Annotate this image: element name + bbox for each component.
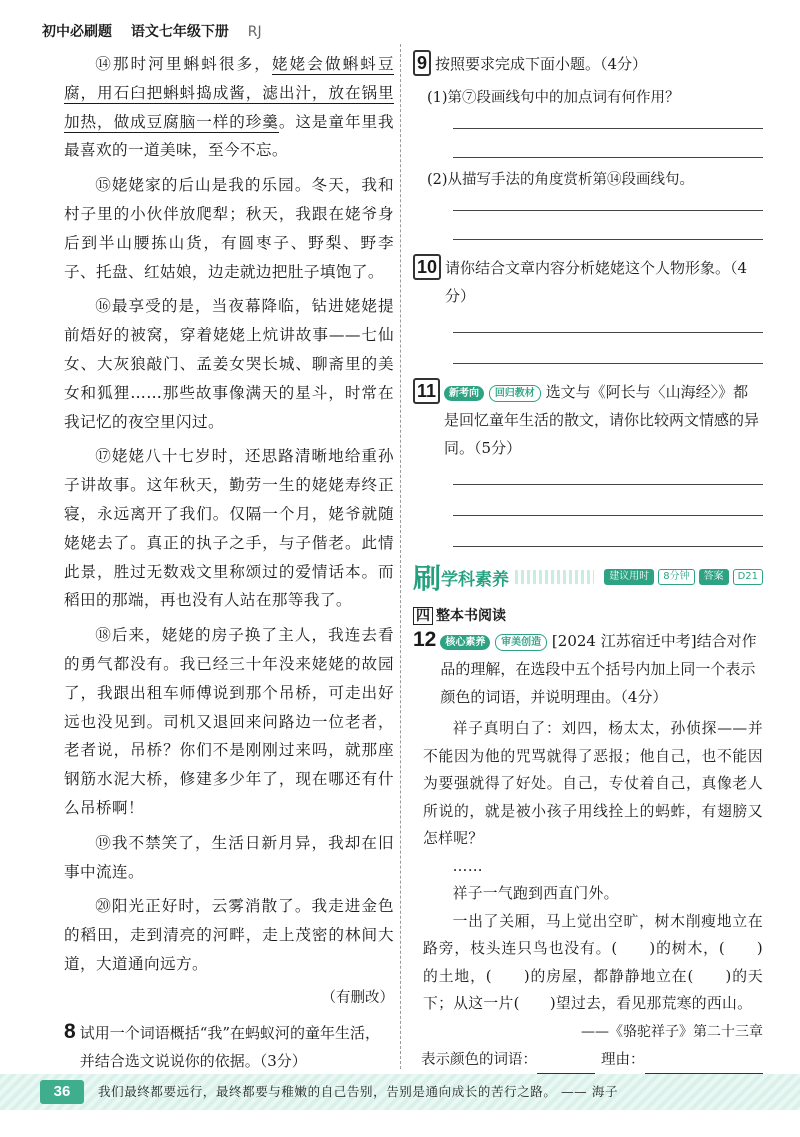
- question-text: 新考向 回归教材 选文与《阿长与〈山海经〉》都是回忆童年生活的散文，请你比较两文情感的异同。（5分）: [444, 383, 760, 457]
- color-word-blank[interactable]: [537, 1054, 595, 1074]
- aesthetic-badge: 审美创造: [495, 634, 547, 651]
- time-value: 8分钟: [658, 569, 694, 585]
- excerpt-paragraph-3: 一出了关厢，马上觉出空旷，树木削瘦地立在路旁，枝头连只鸟也没有。( )的树木，( )的土地，( )的房屋，都静静地立在( )的天下；从这一片( )望过去，看见那荒寒的西山。: [423, 912, 763, 1012]
- question-10: [413, 254, 763, 310]
- answer-line[interactable]: [453, 363, 763, 364]
- reason-label: 理由：: [601, 1051, 645, 1068]
- sub-question-2: (2)从描写手法的角度赏析第⑭段画线句。: [427, 172, 695, 188]
- right-column: [413, 50, 763, 1105]
- page-number: 36: [40, 1080, 84, 1104]
- section-title: 整本书阅读: [436, 608, 506, 624]
- question-number: 9: [413, 50, 431, 76]
- edition-label: RJ: [247, 24, 262, 40]
- answer-row: [413, 1046, 763, 1074]
- reason-blank[interactable]: [645, 1054, 764, 1074]
- section-heading: [413, 605, 763, 625]
- banner-title: 学科素养: [441, 569, 510, 590]
- question-number: 11: [413, 378, 440, 404]
- page-header: [42, 18, 382, 46]
- question-11: [413, 378, 763, 462]
- answer-line[interactable]: [453, 239, 763, 240]
- book-title: 语文七年级下册: [130, 24, 229, 40]
- excerpt-ellipsis: ……: [452, 857, 483, 875]
- color-word-label: 表示颜色的词语：: [421, 1051, 537, 1068]
- question-number: 10: [413, 254, 441, 280]
- paragraph-14: ⑭那时河里蝌蚪很多，姥姥会做蝌蚪豆腐，用石臼把蝌蚪捣成酱，滤出汁，放在锅里加热，做成豆腐脑一样的珍羹。这是童年里我最喜欢的一道美味，至今不忘。: [64, 55, 394, 160]
- question-number: 12: [413, 628, 437, 651]
- new-trend-badge: 新考向: [444, 386, 484, 401]
- brush-icon: 刷: [413, 562, 442, 595]
- question-12: [413, 627, 763, 711]
- question-9: [413, 50, 763, 78]
- question-text: 试用一个词语概括“我”在蚂蚁河的童年生活，并结合选文说说你的依据。（3分）: [79, 1023, 381, 1070]
- page-footer: [0, 1074, 800, 1110]
- question-8: [64, 1019, 394, 1075]
- paragraph-20: ⑳阳光正好时，云雾消散了。我走进金色的稻田，走到清亮的河畔，走上茂密的林间大道，大道通向远方。: [64, 897, 394, 973]
- core-literacy-badge: 核心素养: [440, 635, 490, 650]
- excerpt-source: ——《骆驼祥子》第二十三章: [581, 1023, 763, 1040]
- subject-literacy-banner: [413, 557, 763, 597]
- question-text: 请你结合文章内容分析姥姥这个人物形象。（4分）: [445, 259, 748, 305]
- excerpt-paragraph-1: 祥子真明白了：刘四，杨太太，孙侦探——并不能因为他的咒骂就得了恶报；他自己，也不能因为要强就得了好处。自己，专仗着自己，真像老人所说的，就是被小孩子用线拴上的蚂蚱，有翅膀又怎样呢？: [423, 720, 763, 847]
- underlined-sentence: 姥姥会做蝌蚪豆腐，用石臼把蝌蚪捣成酱，滤出汁，放在锅里加热，做成豆腐脑一样的珍羹: [64, 55, 394, 131]
- answer-line[interactable]: [453, 546, 763, 547]
- source-note: （有删改）: [321, 989, 394, 1006]
- paragraph-16: ⑯最享受的是，当夜幕降临，钻进姥姥提前焐好的被窝，穿着姥姥上炕讲故事——七仙女、大灰狼敲门、孟姜女哭长城、聊斋里的美女和狐狸……那些故事像满天的星斗，时常在我记忆的夜空里闪过。: [64, 297, 394, 431]
- excerpt-paragraph-2: 祥子一气跑到西直门外。: [452, 885, 619, 902]
- question-number: 8: [64, 1019, 76, 1043]
- question-text: 核心素养 审美创造 [2024 江苏宿迁中考]结合对作品的理解，在选段中五个括号内加上同一个表示颜色的词语，并说明理由。（4分）: [440, 632, 757, 706]
- series-title: 初中必刷题: [42, 24, 112, 40]
- question-text: 按照要求完成下面小题。（4分）: [435, 55, 648, 73]
- textbook-badge: 回归教材: [489, 385, 541, 402]
- left-column: [64, 50, 394, 1137]
- column-divider: [400, 44, 401, 1069]
- answer-line[interactable]: [453, 157, 763, 158]
- footer-motto: 我们最终都要远行，最终都要与稚嫩的自己告别，告别是通向成长的苦行之路。 —— 海子: [98, 1084, 619, 1099]
- time-label: 建议用时: [604, 569, 654, 585]
- banner-stripe: [515, 570, 594, 584]
- paragraph-15: ⑮姥姥家的后山是我的乐园。冬天，我和村子里的小伙伴放爬犁；秋天，我跟在姥爷身后到半山腰拣山货，有圆枣子、野梨、野李子、托盘、红姑娘，边走就边把肚子填饱了。: [64, 176, 394, 281]
- paragraph-18: ⑱后来，姥姥的房子换了主人，我连去看的勇气都没有。我已经三十年没来姥姥的故园了，我跟出租车师傅说到那个吊桥，可走出好远也没见到。司机又退回来问路边一位老者，老者说，吊桥？你们不是刚刚过来吗，就那座钢筋水泥大桥，修建多少年了，现在哪还有什么吊桥啊！: [64, 626, 394, 817]
- section-number: 四: [413, 607, 433, 625]
- paragraph-17: ⑰姥姥八十七岁时，还思路清晰地给重孙子讲故事。这年秋天，勤劳一生的姥姥寿终正寝，永远离开了我们。仅隔一个月，姥爷就随姥姥去了。真正的执子之手，与子偕老。此情此景，胜过无数戏文里称颂过的爱情话本。而稻田的那端，再也没有人站在那等我了。: [64, 447, 394, 610]
- answer-label: 答案: [699, 569, 729, 585]
- paragraph-19: ⑲我不禁笑了，生活日新月异，我却在旧事中流连。: [64, 833, 394, 881]
- answer-page: D21: [733, 569, 763, 585]
- sub-question-1: (1)第⑦段画线句中的加点词有何作用？: [427, 90, 680, 106]
